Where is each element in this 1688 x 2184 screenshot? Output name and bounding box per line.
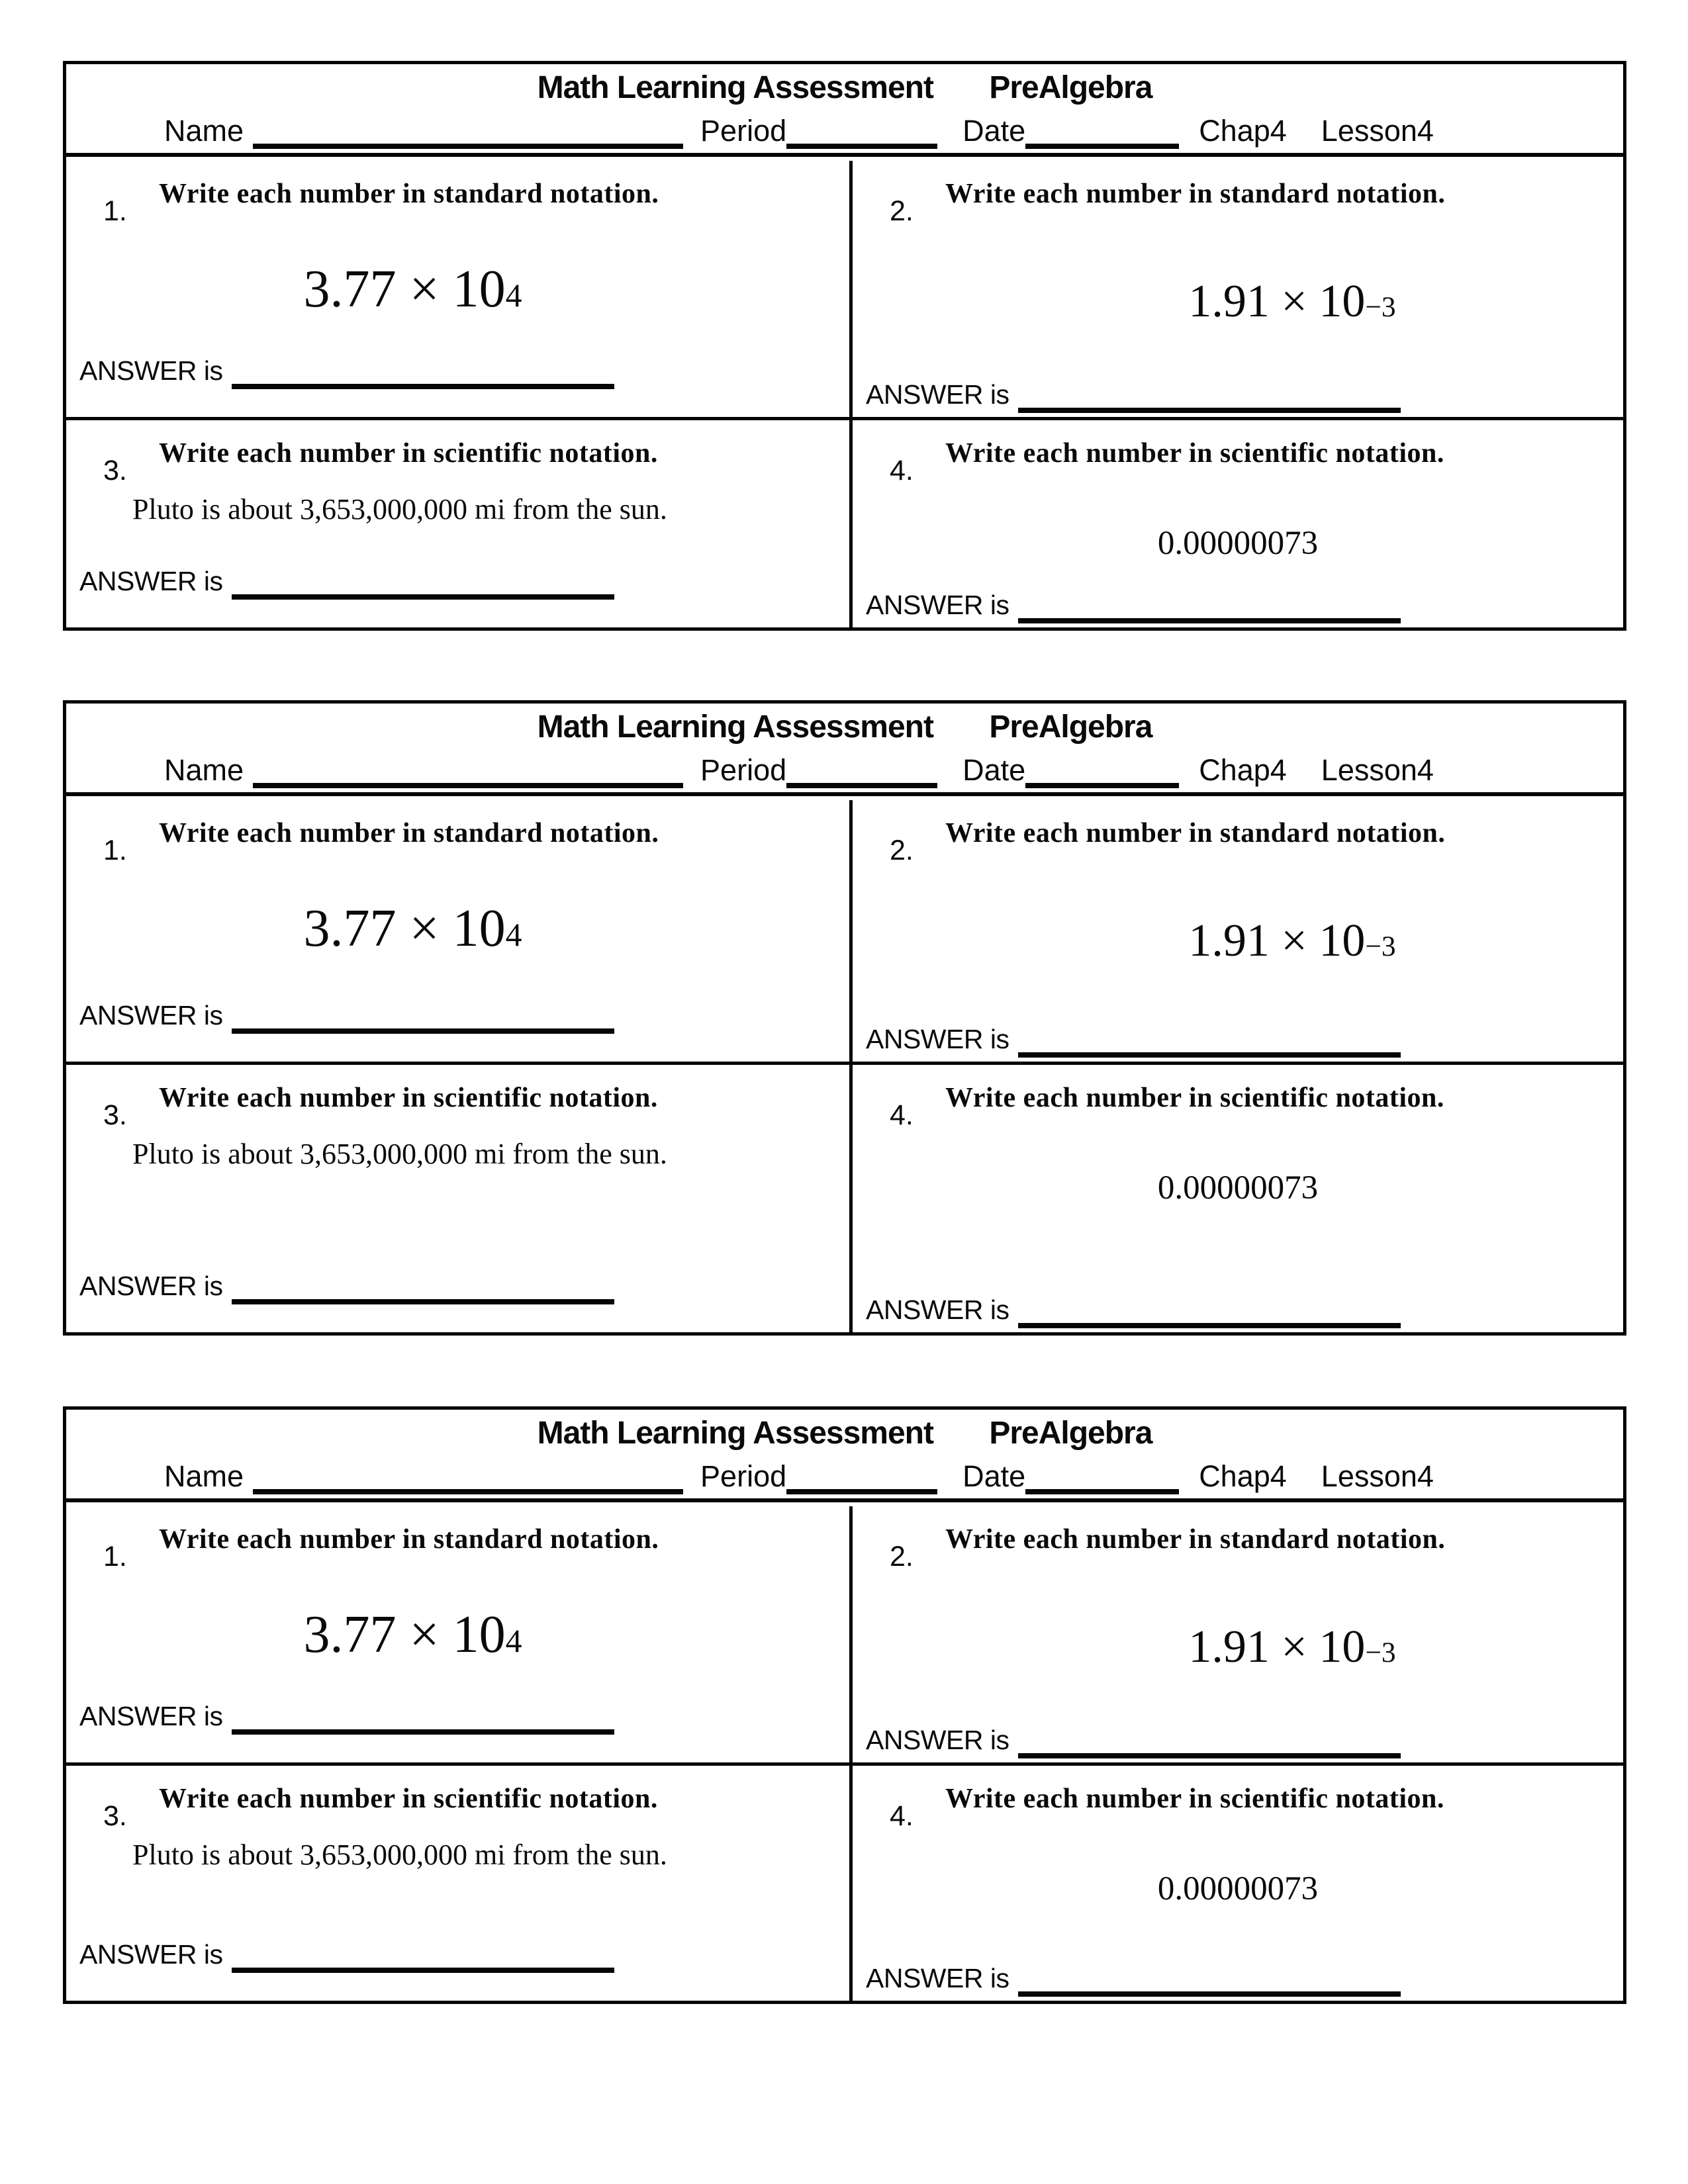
answer-label: ANSWER is xyxy=(79,566,223,596)
period-label: Period xyxy=(700,114,787,148)
problem-1-heading xyxy=(66,1506,849,1573)
math-expression xyxy=(66,259,804,320)
name-period-date-line xyxy=(164,753,1623,788)
date-blank-line xyxy=(1025,783,1179,788)
answer-row xyxy=(79,1701,833,1732)
name-blank-line xyxy=(253,144,683,149)
problem-number: 1. xyxy=(103,1541,127,1572)
course-label: PreAlgebra xyxy=(989,1416,1152,1451)
problem-4-heading xyxy=(853,1766,1623,1833)
problem-cell-4 xyxy=(853,1065,1623,1332)
expression-exponent: −3 xyxy=(1365,1637,1396,1668)
expression-base: 1.91 × 10 xyxy=(1188,276,1366,327)
period-label: Period xyxy=(700,753,787,787)
expression-exponent: 4 xyxy=(505,277,522,314)
problem-cell-4 xyxy=(853,420,1623,627)
problem-grid xyxy=(66,161,1623,627)
problem-number: 1. xyxy=(103,835,127,866)
answer-blank-line xyxy=(1018,1991,1401,1997)
expression-exponent: −3 xyxy=(1365,931,1396,962)
answer-row xyxy=(866,379,1607,410)
answer-blank-line xyxy=(1018,1052,1401,1058)
problem-instruction: Write each number in standard notation. xyxy=(945,179,1446,209)
header-title-line xyxy=(66,1415,1623,1451)
math-expression xyxy=(907,915,1623,968)
problem-cell-3 xyxy=(66,1065,853,1332)
problem-text: Pluto is about 3,653,000,000 mi from the sun. xyxy=(132,1138,667,1170)
answer-row xyxy=(866,1963,1607,1994)
problem-grid xyxy=(66,800,1623,1332)
name-blank-line xyxy=(253,1489,683,1494)
problem-cell-2 xyxy=(853,161,1623,420)
answer-row xyxy=(866,1295,1607,1326)
problem-2-heading xyxy=(853,1506,1623,1573)
problem-cell-1 xyxy=(66,161,853,420)
answer-row xyxy=(79,1271,833,1302)
period-blank-line xyxy=(786,1489,937,1494)
answer-label: ANSWER is xyxy=(866,1024,1009,1054)
assessment-title: Math Learning Assessment xyxy=(537,70,933,105)
lesson-label: Lesson4 xyxy=(1321,753,1434,787)
problem-4-heading xyxy=(853,420,1623,487)
answer-row xyxy=(79,566,833,597)
answer-label: ANSWER is xyxy=(866,590,1009,620)
answer-label: ANSWER is xyxy=(866,1963,1009,1993)
date-label: Date xyxy=(962,114,1026,148)
expression-base: 3.77 × 10 xyxy=(303,1606,506,1664)
answer-blank-line xyxy=(232,1028,614,1034)
expression-base: 1.91 × 10 xyxy=(1188,915,1366,966)
lesson-label: Lesson4 xyxy=(1321,1459,1434,1493)
problem-text: Pluto is about 3,653,000,000 mi from the sun. xyxy=(132,1839,667,1871)
assessment-block xyxy=(63,700,1626,1336)
problem-number: 2. xyxy=(890,1541,914,1572)
answer-blank-line xyxy=(1018,1323,1401,1328)
problem-instruction: Write each number in scientific notation. xyxy=(159,438,658,469)
answer-label: ANSWER is xyxy=(79,1271,223,1301)
expression-exponent: −3 xyxy=(1365,291,1396,323)
answer-row xyxy=(866,1024,1607,1055)
problem-grid xyxy=(66,1506,1623,2001)
math-expression xyxy=(66,1605,804,1665)
problem-2-heading xyxy=(853,800,1623,867)
chapter-label: Chap4 xyxy=(1199,1459,1287,1493)
answer-label: ANSWER is xyxy=(866,1295,1009,1325)
date-label: Date xyxy=(962,753,1026,787)
answer-blank-line xyxy=(1018,408,1401,413)
problem-cell-1 xyxy=(66,800,853,1065)
date-blank-line xyxy=(1025,144,1179,149)
answer-label: ANSWER is xyxy=(79,1701,223,1731)
problem-text: Pluto is about 3,653,000,000 mi from the sun. xyxy=(132,493,667,525)
problem-cell-4 xyxy=(853,1766,1623,2001)
expression-base: 1.91 × 10 xyxy=(1188,1621,1366,1672)
problem-instruction: Write each number in scientific notation. xyxy=(945,1083,1444,1113)
answer-blank-line xyxy=(232,384,614,389)
problem-cell-2 xyxy=(853,1506,1623,1766)
problem-instruction: Write each number in scientific notation. xyxy=(159,1784,658,1814)
problem-number: 4. xyxy=(890,1800,914,1832)
date-label: Date xyxy=(962,1459,1026,1493)
assessment-title: Math Learning Assessment xyxy=(537,1416,933,1451)
chapter-label: Chap4 xyxy=(1199,753,1287,787)
name-label: Name xyxy=(164,753,244,787)
answer-row xyxy=(866,1725,1607,1756)
answer-blank-line xyxy=(1018,618,1401,623)
answer-row xyxy=(79,355,833,387)
problem-3-heading xyxy=(66,420,849,487)
assessment-title: Math Learning Assessment xyxy=(537,709,933,745)
name-period-date-line xyxy=(164,114,1623,148)
expression-exponent: 4 xyxy=(505,1623,522,1659)
problem-instruction: Write each number in scientific notation. xyxy=(159,1083,658,1113)
assessment-block xyxy=(63,61,1626,631)
problem-instruction: Write each number in scientific notation. xyxy=(945,438,1444,469)
problem-number: 3. xyxy=(103,1099,127,1131)
problem-number: 3. xyxy=(103,1800,127,1832)
answer-label: ANSWER is xyxy=(79,1000,223,1030)
answer-blank-line xyxy=(232,1729,614,1735)
problem-number: 4. xyxy=(890,1099,914,1131)
problem-text: 0.00000073 xyxy=(1157,1169,1319,1206)
math-expression xyxy=(66,899,804,959)
problem-3-heading xyxy=(66,1065,849,1132)
problem-cell-2 xyxy=(853,800,1623,1065)
answer-label: ANSWER is xyxy=(79,355,223,386)
answer-blank-line xyxy=(232,1968,614,1973)
period-label: Period xyxy=(700,1459,787,1493)
course-label: PreAlgebra xyxy=(989,709,1152,745)
name-period-date-line xyxy=(164,1459,1623,1494)
expression-exponent: 4 xyxy=(505,917,522,953)
expression-base: 3.77 × 10 xyxy=(303,899,506,958)
date-blank-line xyxy=(1025,1489,1179,1494)
problem-instruction: Write each number in standard notation. xyxy=(159,179,659,209)
header-title-line xyxy=(66,69,1623,106)
problem-3-heading xyxy=(66,1766,849,1833)
answer-blank-line xyxy=(232,1299,614,1304)
name-blank-line xyxy=(253,783,683,788)
problem-instruction: Write each number in standard notation. xyxy=(945,1524,1446,1555)
problem-instruction: Write each number in standard notation. xyxy=(945,818,1446,848)
name-label: Name xyxy=(164,1459,244,1493)
block-header xyxy=(66,64,1623,157)
problem-number: 1. xyxy=(103,195,127,227)
problem-text: 0.00000073 xyxy=(1157,525,1319,562)
problem-number: 3. xyxy=(103,455,127,486)
problem-instruction: Write each number in standard notation. xyxy=(159,1524,659,1555)
math-expression xyxy=(907,1621,1623,1674)
period-blank-line xyxy=(786,783,937,788)
answer-blank-line xyxy=(232,594,614,600)
lesson-label: Lesson4 xyxy=(1321,114,1434,148)
problem-2-heading xyxy=(853,161,1623,228)
header-title-line xyxy=(66,709,1623,745)
block-header xyxy=(66,1410,1623,1502)
problem-number: 2. xyxy=(890,835,914,866)
block-header xyxy=(66,704,1623,796)
problem-1-heading xyxy=(66,800,849,867)
answer-row xyxy=(79,1939,833,1970)
answer-row xyxy=(79,1000,833,1031)
answer-blank-line xyxy=(1018,1753,1401,1758)
problem-cell-3 xyxy=(66,1766,853,2001)
problem-cell-1 xyxy=(66,1506,853,1766)
chapter-label: Chap4 xyxy=(1199,114,1287,148)
period-blank-line xyxy=(786,144,937,149)
problem-text: 0.00000073 xyxy=(1157,1870,1319,1907)
math-expression xyxy=(907,275,1623,328)
problem-1-heading xyxy=(66,161,849,228)
name-label: Name xyxy=(164,114,244,148)
answer-label: ANSWER is xyxy=(79,1939,223,1970)
problem-cell-3 xyxy=(66,420,853,627)
answer-row xyxy=(866,590,1607,621)
problem-number: 4. xyxy=(890,455,914,486)
problem-number: 2. xyxy=(890,195,914,227)
answer-label: ANSWER is xyxy=(866,1725,1009,1755)
problem-instruction: Write each number in scientific notation. xyxy=(945,1784,1444,1814)
assessment-block xyxy=(63,1406,1626,2004)
answer-label: ANSWER is xyxy=(866,379,1009,410)
expression-base: 3.77 × 10 xyxy=(303,260,506,318)
problem-4-heading xyxy=(853,1065,1623,1132)
problem-instruction: Write each number in standard notation. xyxy=(159,818,659,848)
course-label: PreAlgebra xyxy=(989,70,1152,105)
